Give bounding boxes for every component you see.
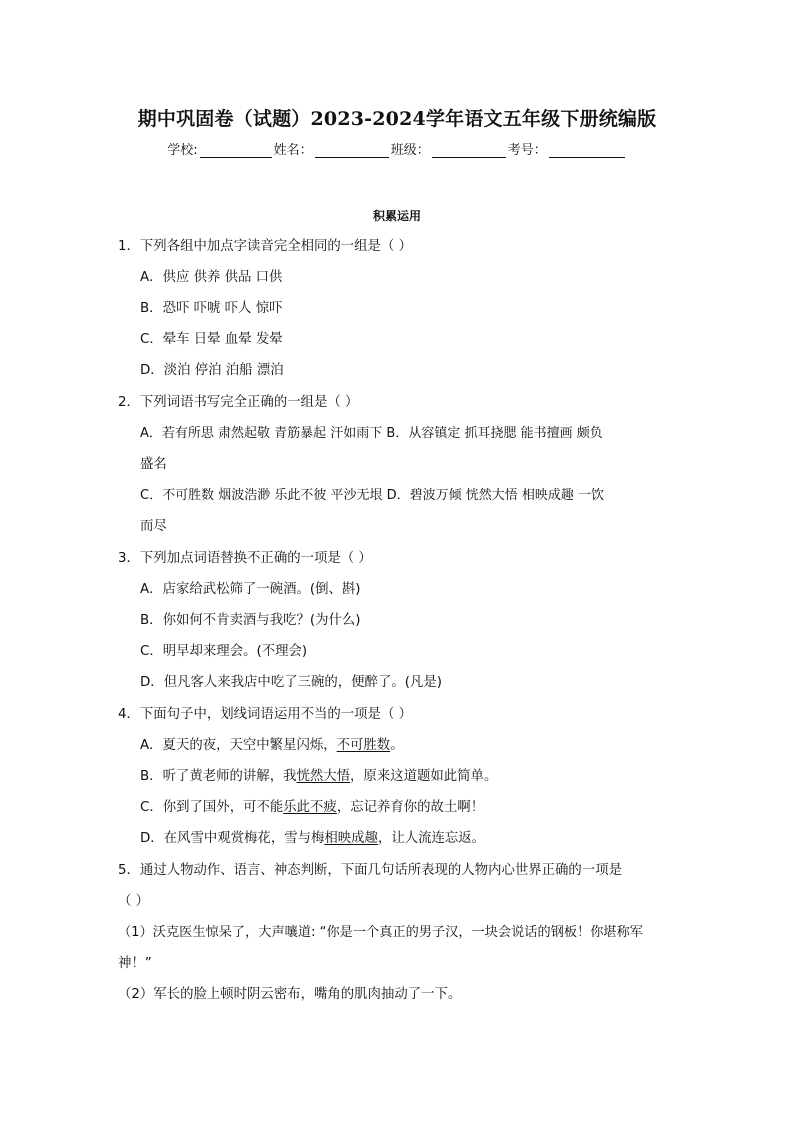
q2-options-ab-line1: A．若有所思 肃然起敬 青筋暴起 汗如雨下 B．从容镇定 抓耳挠腮 能书擅画 颇负 <box>140 426 603 441</box>
school-blank[interactable] <box>200 143 272 158</box>
q4-option-b <box>140 768 497 786</box>
q2-options-cd-line2: 而尽 <box>140 519 167 534</box>
class-blank[interactable] <box>432 143 506 158</box>
q4-b-underlined-word: 恍然大悟 <box>296 769 351 784</box>
q4-c-underlined-word: 乐此不疲 <box>283 800 337 815</box>
q2-options-ab-line2: 盛名 <box>140 457 167 472</box>
q4-option-a <box>140 737 404 755</box>
q4-b-text: B．听了黄老师的讲解，我 <box>140 769 297 784</box>
school-label: 学校: <box>167 143 198 158</box>
name-label: 姓名： <box>273 143 313 158</box>
q4-b-text-end: ，原来这道题如此简单。 <box>350 769 498 784</box>
q4-option-c <box>140 799 484 817</box>
q1-option-a: A．供应 供养 供品 口供 <box>140 270 283 285</box>
q1-option-b: B．恐吓 吓唬 吓人 惊吓 <box>140 301 283 316</box>
q4-d-text-end: ，让人流连忘返。 <box>377 831 486 846</box>
exam-no-label: 考号： <box>507 143 547 158</box>
q3-option-c: C．明早却来理会。(不理会) <box>140 644 308 659</box>
q4-d-text: D．在风雪中观赏梅花，雪与梅 <box>140 831 325 846</box>
student-info-row <box>0 139 794 158</box>
q5-sentence2: （2）军长的脸上顿时阴云密布，嘴角的肌肉抽动了一下。 <box>118 987 462 1002</box>
q4-c-text: C．你到了国外，可不能 <box>140 800 284 815</box>
q4-a-text: A．夏天的夜，天空中繁星闪烁， <box>140 738 337 753</box>
q3-option-d: D．但凡客人来我店中吃了三碗的，便醉了。(凡是) <box>140 675 442 690</box>
q5-sentence1-line1: （1）沃克医生惊呆了，大声嚷道: “你是一个真正的男子汉，一块会说话的钢板！你堪称军 <box>118 925 643 940</box>
q2-options-cd-line1: C．不可胜数 烟波浩渺 乐此不彼 平沙无垠 D．碧波万倾 恍然大悟 相映成趣 一饮 <box>140 488 605 503</box>
q1-option-c: C．晕车 日晕 血晕 发晕 <box>140 332 283 347</box>
q5-stem-line2: （ ） <box>118 894 150 909</box>
q4-option-d <box>140 830 485 848</box>
name-blank[interactable] <box>315 143 389 158</box>
q5-stem-line1: 5．通过人物动作、语言、神态判断，下面几句话所表现的人物内心世界正确的一项是 <box>118 863 622 878</box>
q2-stem: 2．下列词语书写完全正确的一组是（ ） <box>118 395 359 410</box>
q4-c-text-end: ，忘记养育你的故土啊！ <box>336 800 485 815</box>
exam-title: 期中巩固卷（试题）2023-2024学年语文五年级下册统编版 <box>137 108 657 130</box>
q5-sentence1-line2: 神！” <box>118 956 152 971</box>
q1-option-d: D．淡泊 停泊 泊船 漂泊 <box>140 363 284 378</box>
q1-stem: 1．下列各组中加点字读音完全相同的一组是（ ） <box>118 239 412 254</box>
class-label: 班级： <box>390 143 430 158</box>
q4-d-underlined-word: 相映成趣 <box>324 831 378 846</box>
q3-stem: 3．下列加点词语替换不正确的一项是（ ） <box>118 551 372 566</box>
section-heading: 积累运用 <box>372 209 421 223</box>
q4-stem: 4．下面句子中，划线词语运用不当的一项是（ ） <box>118 707 412 722</box>
q3-option-a: A．店家给武松筛了一碗酒。(倒、斟) <box>140 582 361 597</box>
q3-option-b: B．你如何不肯卖酒与我吃？(为什么) <box>140 613 361 628</box>
q4-a-text-end: 。 <box>390 738 404 753</box>
q4-a-underlined-word: 不可胜数 <box>336 738 391 753</box>
exam-no-blank[interactable] <box>549 143 625 158</box>
